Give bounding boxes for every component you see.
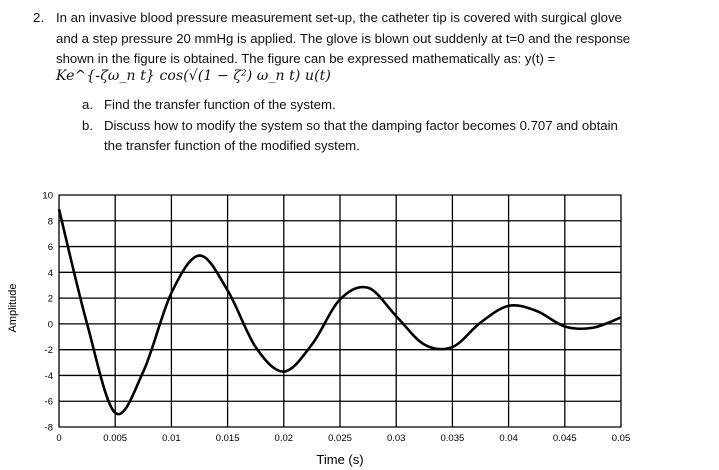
y-tick-label: -6	[44, 396, 53, 408]
y-tick-label: 6	[47, 242, 53, 254]
subquestion-letter: b.	[82, 117, 93, 133]
x-tick-label: 0.025	[328, 433, 352, 444]
x-tick-label: 0.035	[440, 433, 465, 444]
question-line: shown in the figure is obtained. The figure can be expressed mathematically as: y(t) =	[56, 51, 556, 66]
x-tick-label: 0.015	[215, 433, 240, 444]
subquestion-a	[82, 95, 682, 116]
subquestion-list	[82, 95, 682, 157]
subquestion-b	[82, 116, 682, 157]
x-axis-label: Time (s)	[316, 452, 364, 467]
x-tick-label: 0.005	[103, 433, 128, 444]
x-tick-label: 0	[56, 433, 62, 444]
subquestion-text: Discuss how to modify the system so that the damping factor becomes 0.707 and obtain	[104, 117, 618, 133]
chart-tick-labels	[42, 191, 630, 445]
subquestion-text: the transfer function of the modified system.	[104, 138, 360, 153]
x-tick-label: 0.04	[499, 433, 518, 444]
y-tick-label: 4	[47, 267, 53, 279]
y-tick-label: 8	[47, 216, 53, 228]
y-tick-label: 10	[42, 190, 53, 202]
x-tick-label: 0.03	[386, 433, 406, 444]
question-text	[56, 8, 701, 70]
y-tick-label: -8	[44, 422, 53, 434]
y-axis-label: Amplitude	[7, 283, 19, 333]
x-tick-label: 0.05	[611, 433, 631, 444]
y-tick-label: 2	[47, 293, 53, 305]
subquestion-letter: a.	[82, 97, 93, 112]
response-chart	[0, 170, 719, 470]
y-tick-label: -4	[44, 370, 53, 382]
question-number: 2.	[33, 10, 44, 25]
formula-text: Ke^{-ζω_n t} cos(√(1 − ζ²) ω_n t) u(t)	[56, 68, 331, 84]
y-tick-label: -2	[44, 345, 53, 357]
x-tick-label: 0.02	[274, 433, 294, 444]
response-formula	[56, 68, 331, 84]
x-tick-label: 0.01	[162, 433, 181, 444]
subquestion-text: Find the transfer function of the system.	[104, 97, 336, 112]
question-line: and a step pressure 20 mmHg is applied. The glove is blown out suddenly at t=0 and the response	[56, 30, 631, 46]
y-tick-label: 0	[47, 319, 53, 331]
x-tick-label: 0.045	[552, 433, 577, 444]
question-line: In an invasive blood pressure measurement set-up, the catheter tip is covered with surgical glove	[56, 10, 622, 25]
